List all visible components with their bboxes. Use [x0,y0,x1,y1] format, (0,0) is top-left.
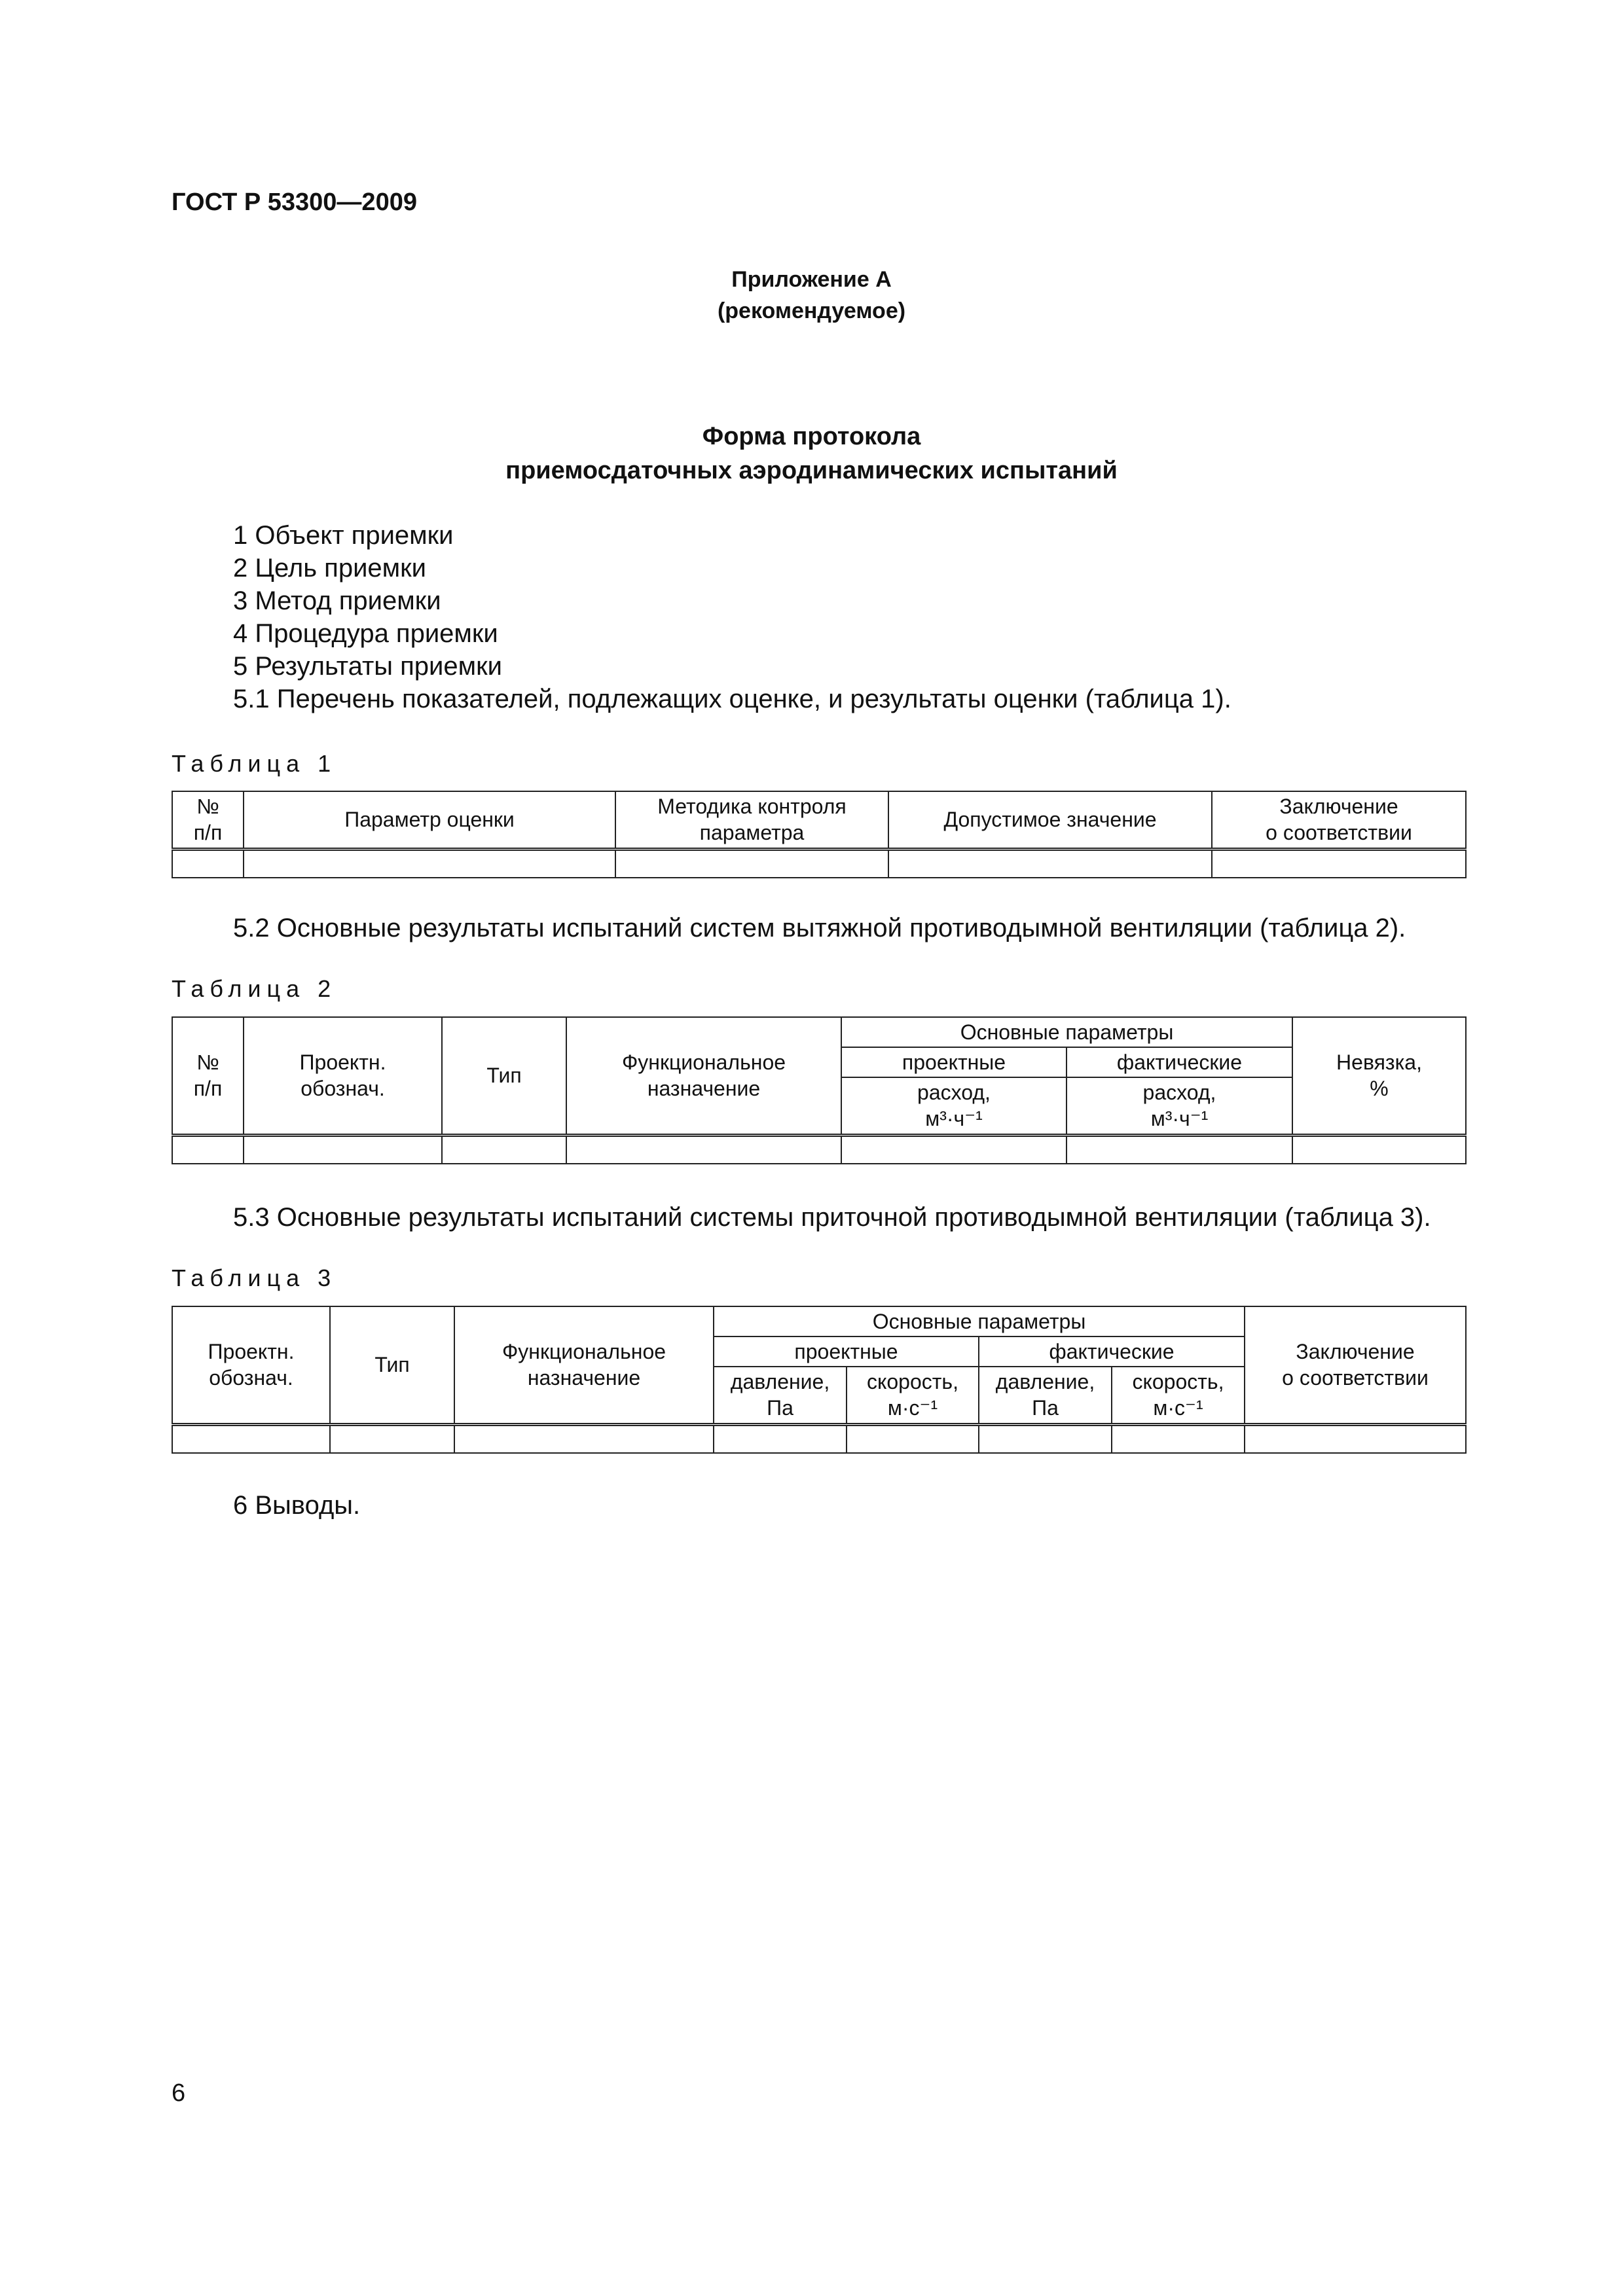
t3-header-designation: Проектн. обознач. [172,1306,330,1424]
t3-cell [454,1424,714,1453]
t1-cell [1212,849,1466,878]
t1-header-method: Методика контроля параметра [615,791,888,849]
t2-header-designation: Проектн. обознач. [244,1017,442,1135]
paragraph-5-3: 5.3 Основные результаты испытаний системы приточной противодымной вентиляции (таблица 3). [233,1203,1431,1232]
t2-header-flow-design [841,1077,1067,1135]
t1-cell [244,849,615,878]
t2-flow-design-label: расход, [917,1081,991,1105]
annex-status: (рекомендуемое) [717,298,906,323]
t2-header-main-params: Основные параметры [841,1017,1292,1047]
section-item: 1 Объект приемки [233,521,454,550]
form-title-line1: Форма протокола [702,423,921,450]
t2-cell [566,1135,841,1164]
t2-cell [1067,1135,1292,1164]
t3-cell [1112,1424,1245,1453]
t3-header-pressure-design: давление, Па [714,1367,847,1424]
section-item: 3 Метод приемки [233,586,441,615]
t2-flow-actual-label: расход, [1142,1081,1216,1105]
t3-empty-row [172,1424,1466,1453]
t3-header-type: Тип [330,1306,454,1424]
t2-header-flow-actual [1067,1077,1292,1135]
table1-caption: Таблица 1 [172,750,337,777]
t1-empty-row [172,849,1466,878]
t2-cell [442,1135,566,1164]
annex-title: Приложение А [731,267,892,292]
section-item: 5.1 Перечень показателей, подлежащих оценке, и результаты оценки (таблица 1). [233,685,1231,713]
t2-cell [841,1135,1067,1164]
t2-empty-row [172,1135,1466,1164]
t1-header-conclusion: Заключение о соответствии [1212,791,1466,849]
t1-header-allowed: Допустимое значение [888,791,1212,849]
t2-header-design: проектные [841,1047,1067,1077]
t2-header-type: Тип [442,1017,566,1135]
page-number: 6 [172,2079,186,2107]
t2-header-num: № п/п [172,1017,244,1135]
t2-header-actual: фактические [1067,1047,1292,1077]
t1-cell [172,849,244,878]
paragraph-5-2: 5.2 Основные результаты испытаний систем вытяжной противодымной вентиляции (таблица 2). [233,914,1406,942]
t1-cell [888,849,1212,878]
t2-cell [172,1135,244,1164]
t3-header-speed-design: скорость, м·с⁻¹ [847,1367,979,1424]
t2-cell [1292,1135,1466,1164]
t3-cell [847,1424,979,1453]
table1 [172,791,1467,878]
table3-caption: Таблица 3 [172,1265,337,1291]
t3-cell [172,1424,330,1453]
section-6-conclusions: 6 Выводы. [233,1491,361,1520]
form-title-line2: приемосдаточных аэродинамических испытаний [505,457,1118,484]
t3-header-pressure-actual: давление, Па [979,1367,1112,1424]
t2-header-purpose: Функциональное назначение [566,1017,841,1135]
section-item: 5 Результаты приемки [233,652,502,681]
t1-header-num: № п/п [172,791,244,849]
t2-cell [244,1135,442,1164]
t3-cell [1245,1424,1466,1453]
table2-caption: Таблица 2 [172,975,337,1002]
t2-flow-actual-unit: м³·ч⁻¹ [1150,1107,1209,1131]
t3-header-purpose: Функциональное назначение [454,1306,714,1424]
table2 [172,1016,1467,1164]
t3-cell [979,1424,1112,1453]
table3 [172,1306,1467,1454]
t3-header-actual: фактические [979,1336,1245,1367]
section-item: 4 Процедура приемки [233,619,498,648]
t1-cell [615,849,888,878]
document-id: ГОСТ Р 53300—2009 [172,188,417,216]
t1-header-param: Параметр оценки [244,791,615,849]
t2-header-mismatch: Невязка, % [1292,1017,1466,1135]
t3-header-speed-actual: скорость, м·с⁻¹ [1112,1367,1245,1424]
t3-cell [330,1424,454,1453]
t3-cell [714,1424,847,1453]
t3-header-conclusion: Заключение о соответствии [1245,1306,1466,1424]
t3-header-design: проектные [714,1336,979,1367]
t3-header-main-params: Основные параметры [714,1306,1245,1336]
section-item: 2 Цель приемки [233,554,426,583]
t2-flow-design-unit: м³·ч⁻¹ [925,1107,983,1131]
